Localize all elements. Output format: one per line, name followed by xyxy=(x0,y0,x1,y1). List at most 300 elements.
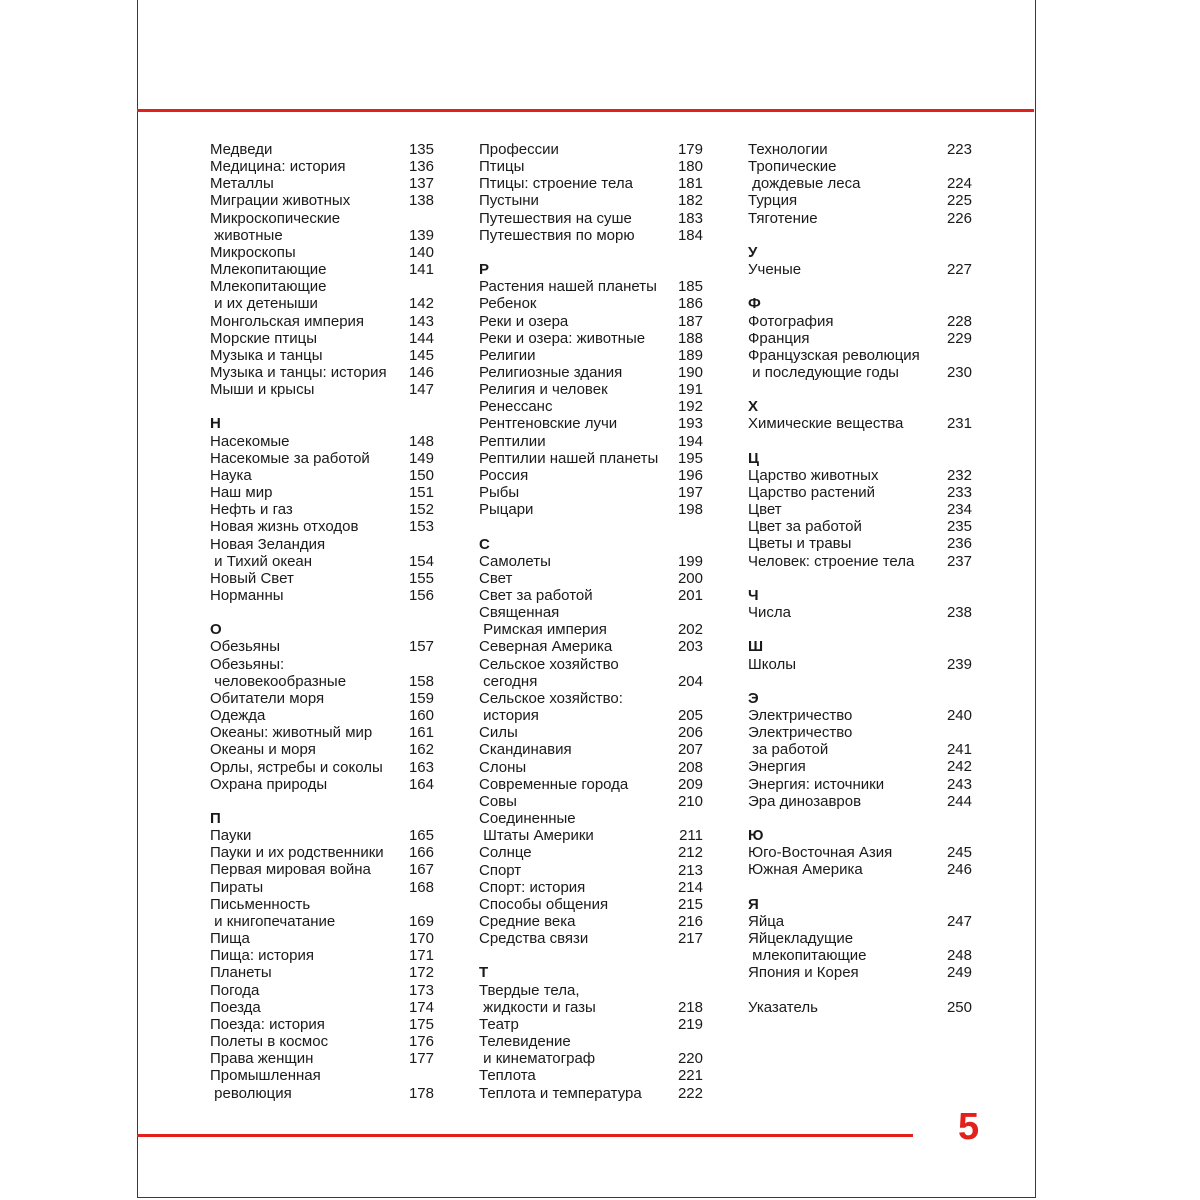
entry-title: Рентгеновские лучи xyxy=(479,415,618,433)
entry-page-number: 183 xyxy=(677,209,703,227)
entry-page-number: 178 xyxy=(408,1084,434,1102)
section-spacer xyxy=(748,433,972,450)
entry-page-number: 243 xyxy=(946,775,972,793)
entry-title: Нефть и газ xyxy=(210,501,293,519)
toc-entry[interactable] xyxy=(748,501,972,518)
entry-title: Медицина: история xyxy=(210,158,346,176)
toc-entry[interactable] xyxy=(479,999,703,1016)
toc-column-3 xyxy=(748,141,972,1016)
toc-entry[interactable] xyxy=(748,947,972,964)
page-number: 5 xyxy=(958,1106,980,1148)
entry-page-number: 140 xyxy=(408,243,434,261)
toc-entry[interactable] xyxy=(479,1016,703,1033)
toc-entry[interactable] xyxy=(479,690,703,707)
toc-entry[interactable] xyxy=(210,1085,434,1102)
toc-entry[interactable] xyxy=(210,947,434,964)
toc-entry[interactable] xyxy=(748,158,972,175)
toc-entry[interactable] xyxy=(210,227,434,244)
entry-page-number: 237 xyxy=(946,552,972,570)
entry-page-number: 226 xyxy=(946,209,972,227)
toc-entry[interactable] xyxy=(479,793,703,810)
section-letter: О xyxy=(210,621,222,639)
entry-title: Самолеты xyxy=(479,552,551,570)
toc-entry[interactable] xyxy=(210,141,434,158)
toc-entry[interactable] xyxy=(479,1067,703,1084)
toc-entry[interactable] xyxy=(748,415,972,432)
entry-title: Северная Америка xyxy=(479,638,613,656)
toc-entry[interactable] xyxy=(210,930,434,947)
toc-entry[interactable] xyxy=(479,278,703,295)
entry-page-number: 242 xyxy=(946,758,972,776)
entry-page-number: 239 xyxy=(946,655,972,673)
entry-page-number: 245 xyxy=(946,844,972,862)
entry-title: Млекопитающие xyxy=(210,261,327,279)
toc-entry[interactable] xyxy=(748,484,972,501)
entry-page-number: 180 xyxy=(677,158,703,176)
toc-entry[interactable] xyxy=(479,724,703,741)
toc-entry[interactable] xyxy=(210,518,434,535)
entry-title: Новая Зеландия xyxy=(210,535,326,553)
entry-page-number: 207 xyxy=(677,741,703,759)
toc-entry[interactable] xyxy=(210,381,434,398)
entry-title: Планеты xyxy=(210,964,272,982)
toc-entry[interactable] xyxy=(210,1067,434,1084)
section-letter: Р xyxy=(479,261,490,279)
toc-entry[interactable] xyxy=(210,175,434,192)
toc-entry[interactable] xyxy=(479,982,703,999)
toc-entry[interactable] xyxy=(479,913,703,930)
toc-entry[interactable] xyxy=(748,793,972,810)
toc-entry[interactable] xyxy=(210,776,434,793)
entry-page-number: 229 xyxy=(946,329,972,347)
section-spacer xyxy=(210,604,434,621)
entry-page-number: 224 xyxy=(946,175,972,193)
toc-entry[interactable] xyxy=(210,1016,434,1033)
entry-page-number: 185 xyxy=(677,278,703,296)
entry-title: и их детеныши xyxy=(210,295,318,313)
entry-title: Рыбы xyxy=(479,484,520,502)
toc-entry[interactable] xyxy=(479,227,703,244)
entry-title: Священная xyxy=(479,604,560,622)
toc-entry[interactable] xyxy=(210,964,434,981)
toc-entry[interactable] xyxy=(748,175,972,192)
toc-entry[interactable] xyxy=(210,347,434,364)
entry-page-number: 203 xyxy=(677,638,703,656)
entry-title: Поезда: история xyxy=(210,1015,325,1033)
entry-page-number: 217 xyxy=(677,930,703,948)
toc-entry[interactable] xyxy=(479,347,703,364)
toc-entry[interactable] xyxy=(479,141,703,158)
entry-page-number: 164 xyxy=(408,775,434,793)
toc-entry[interactable] xyxy=(479,656,703,673)
entry-page-number: 137 xyxy=(408,175,434,193)
entry-title: Обитатели моря xyxy=(210,689,325,707)
toc-entry[interactable] xyxy=(210,536,434,553)
toc-entry[interactable] xyxy=(210,330,434,347)
toc-entry[interactable] xyxy=(210,210,434,227)
section-spacer xyxy=(210,398,434,415)
entry-title: революция xyxy=(210,1084,292,1102)
toc-entry[interactable] xyxy=(748,330,972,347)
toc-entry[interactable] xyxy=(748,518,972,535)
section-spacer xyxy=(748,278,972,295)
entry-title: Тяготение xyxy=(748,209,818,227)
entry-page-number: 220 xyxy=(677,1050,703,1068)
toc-entry[interactable] xyxy=(210,501,434,518)
section-spacer xyxy=(479,518,703,535)
entry-title: Млекопитающие xyxy=(210,278,327,296)
entry-title: Указатель xyxy=(748,998,818,1016)
toc-entry[interactable] xyxy=(210,450,434,467)
toc-entry[interactable] xyxy=(748,467,972,484)
section-letter: Ф xyxy=(748,295,761,313)
toc-entry[interactable] xyxy=(748,604,972,621)
entry-title: Океаны и моря xyxy=(210,741,316,759)
toc-entry[interactable] xyxy=(479,896,703,913)
entry-title: Электричество xyxy=(748,724,853,742)
toc-entry[interactable] xyxy=(748,656,972,673)
entry-title: Наш мир xyxy=(210,484,273,502)
entry-page-number: 197 xyxy=(677,484,703,502)
toc-entry[interactable] xyxy=(748,210,972,227)
section-spacer xyxy=(748,673,972,690)
entry-title: Театр xyxy=(479,1015,519,1033)
section-letter: Ц xyxy=(748,449,759,467)
toc-entry[interactable] xyxy=(210,295,434,312)
toc-entry[interactable] xyxy=(748,313,972,330)
entry-page-number: 215 xyxy=(677,895,703,913)
toc-entry[interactable] xyxy=(479,844,703,861)
entry-page-number: 136 xyxy=(408,158,434,176)
entry-title: Твердые тела, xyxy=(479,981,580,999)
toc-entry[interactable] xyxy=(479,415,703,432)
toc-entry[interactable] xyxy=(210,638,434,655)
toc-entry[interactable] xyxy=(748,347,972,364)
section-spacer xyxy=(748,878,972,895)
entry-page-number: 227 xyxy=(946,261,972,279)
toc-entry[interactable] xyxy=(479,501,703,518)
toc-entry[interactable] xyxy=(210,759,434,776)
toc-entry[interactable] xyxy=(479,158,703,175)
toc-entry[interactable] xyxy=(210,673,434,690)
toc-entry[interactable] xyxy=(210,261,434,278)
entry-title: Пауки и их родственники xyxy=(210,844,384,862)
entry-title: Норманны xyxy=(210,587,284,605)
entry-page-number: 218 xyxy=(677,998,703,1016)
toc-entry[interactable] xyxy=(479,192,703,209)
entry-page-number: 187 xyxy=(677,312,703,330)
toc-entry[interactable] xyxy=(748,964,972,981)
section-letter: С xyxy=(479,535,490,553)
entry-page-number: 160 xyxy=(408,707,434,725)
entry-title: Рыцари xyxy=(479,501,534,519)
toc-entry[interactable] xyxy=(210,913,434,930)
toc-entry[interactable] xyxy=(479,381,703,398)
entry-title: Человек: строение тела xyxy=(748,552,915,570)
toc-entry[interactable] xyxy=(210,844,434,861)
entry-page-number: 234 xyxy=(946,501,972,519)
toc-entry[interactable] xyxy=(748,724,972,741)
toc-entry[interactable] xyxy=(479,741,703,758)
toc-entry[interactable] xyxy=(210,467,434,484)
entry-title: Россия xyxy=(479,466,529,484)
toc-entry[interactable] xyxy=(210,1050,434,1067)
entry-title: Рептилии нашей планеты xyxy=(479,449,659,467)
toc-entry[interactable] xyxy=(748,707,972,724)
toc-entry[interactable] xyxy=(748,913,972,930)
entry-title: Французская революция xyxy=(748,346,920,364)
toc-entry[interactable] xyxy=(479,364,703,381)
toc-entry[interactable] xyxy=(479,604,703,621)
toc-entry[interactable] xyxy=(210,313,434,330)
toc-entry[interactable] xyxy=(210,244,434,261)
toc-entry[interactable] xyxy=(210,724,434,741)
entry-title: Пауки xyxy=(210,827,252,845)
toc-entry[interactable] xyxy=(479,1050,703,1067)
entry-page-number: 167 xyxy=(408,861,434,879)
entry-page-number: 149 xyxy=(408,449,434,467)
toc-entry[interactable] xyxy=(210,999,434,1016)
entry-page-number: 169 xyxy=(408,912,434,930)
toc-entry[interactable] xyxy=(479,295,703,312)
toc-entry[interactable] xyxy=(210,587,434,604)
toc-entry[interactable] xyxy=(748,758,972,775)
toc-entry[interactable] xyxy=(479,313,703,330)
entry-title: Спорт: история xyxy=(479,878,586,896)
entry-title: Цветы и травы xyxy=(748,535,852,553)
toc-entry[interactable] xyxy=(210,158,434,175)
entry-page-number: 181 xyxy=(677,175,703,193)
section-letter: Э xyxy=(748,689,759,707)
entry-title: Энергия xyxy=(748,758,806,776)
entry-title: Океаны: животный мир xyxy=(210,724,373,742)
toc-entry[interactable] xyxy=(479,175,703,192)
entry-title: Энергия: источники xyxy=(748,775,885,793)
toc-column-2 xyxy=(479,141,703,1102)
toc-entry[interactable] xyxy=(479,638,703,655)
toc-entry[interactable] xyxy=(210,484,434,501)
entry-title: Скандинавия xyxy=(479,741,572,759)
toc-entry[interactable] xyxy=(748,141,972,158)
toc-entry[interactable] xyxy=(479,450,703,467)
entry-title: и кинематограф xyxy=(479,1050,596,1068)
entry-title: Ученые xyxy=(748,261,802,279)
toc-entry[interactable] xyxy=(479,759,703,776)
entry-title: Цвет за работой xyxy=(748,518,862,536)
toc-entry[interactable] xyxy=(210,278,434,295)
entry-page-number: 186 xyxy=(677,295,703,313)
toc-entry[interactable] xyxy=(210,741,434,758)
entry-page-number: 240 xyxy=(946,706,972,724)
entry-title: Поезда xyxy=(210,998,261,1016)
entry-title: Первая мировая война xyxy=(210,861,371,879)
toc-entry[interactable] xyxy=(479,1085,703,1102)
entry-title: Спорт xyxy=(479,861,522,879)
toc-entry[interactable] xyxy=(210,433,434,450)
section-letter: Н xyxy=(210,415,221,433)
entry-title: Совы xyxy=(479,792,517,810)
toc-entry[interactable] xyxy=(748,999,972,1016)
entry-page-number: 173 xyxy=(408,981,434,999)
toc-entry[interactable] xyxy=(479,467,703,484)
entry-page-number: 170 xyxy=(408,930,434,948)
entry-page-number: 191 xyxy=(677,381,703,399)
toc-entry[interactable] xyxy=(748,861,972,878)
toc-entry[interactable] xyxy=(479,930,703,947)
section-spacer xyxy=(748,981,972,998)
toc-entry[interactable] xyxy=(479,210,703,227)
toc-entry[interactable] xyxy=(748,192,972,209)
toc-entry[interactable] xyxy=(748,930,972,947)
entry-page-number: 168 xyxy=(408,878,434,896)
entry-page-number: 219 xyxy=(677,1015,703,1033)
toc-entry[interactable] xyxy=(210,690,434,707)
entry-title: Цвет xyxy=(748,501,782,519)
entry-title: Штаты Америки xyxy=(479,827,594,845)
entry-title: Япония и Корея xyxy=(748,964,859,982)
entry-title: Тропические xyxy=(748,158,837,176)
entry-title: Реки и озера xyxy=(479,312,569,330)
toc-entry[interactable] xyxy=(479,673,703,690)
entry-title: Пираты xyxy=(210,878,264,896)
toc-entry[interactable] xyxy=(479,433,703,450)
toc-entry[interactable] xyxy=(479,484,703,501)
entry-title: Промышленная xyxy=(210,1067,321,1085)
entry-title: Технологии xyxy=(748,141,828,158)
entry-page-number: 204 xyxy=(677,672,703,690)
entry-page-number: 172 xyxy=(408,964,434,982)
toc-entry[interactable] xyxy=(210,364,434,381)
toc-entry[interactable] xyxy=(479,553,703,570)
entry-page-number: 190 xyxy=(677,364,703,381)
entry-page-number: 171 xyxy=(408,947,434,965)
toc-entry[interactable] xyxy=(479,810,703,827)
entry-page-number: 159 xyxy=(408,689,434,707)
entry-page-number: 145 xyxy=(408,346,434,364)
section-letter: Ю xyxy=(748,827,764,845)
toc-entry[interactable] xyxy=(748,776,972,793)
toc-entry[interactable] xyxy=(210,827,434,844)
entry-title: Охрана природы xyxy=(210,775,328,793)
section-letter: Т xyxy=(479,964,489,982)
entry-title: жидкости и газы xyxy=(479,998,596,1016)
toc-entry[interactable] xyxy=(479,587,703,604)
section-spacer xyxy=(748,381,972,398)
entry-title: Ренессанс xyxy=(479,398,553,416)
entry-title: Письменность xyxy=(210,895,311,913)
entry-title: Царство растений xyxy=(748,484,876,501)
section-letter: Ч xyxy=(748,586,759,604)
entry-title: Фотография xyxy=(748,312,834,330)
entry-title: Погода xyxy=(210,981,260,999)
toc-entry[interactable] xyxy=(210,570,434,587)
toc-entry[interactable] xyxy=(748,741,972,758)
toc-entry[interactable] xyxy=(748,535,972,552)
entry-title: Насекомые xyxy=(210,432,290,450)
entry-page-number: 142 xyxy=(408,295,434,313)
entry-page-number: 177 xyxy=(408,1050,434,1068)
entry-title: и Тихий океан xyxy=(210,552,313,570)
entry-title: Орлы, ястребы и соколы xyxy=(210,758,383,776)
entry-page-number: 248 xyxy=(946,947,972,965)
section-letter: Х xyxy=(748,398,759,416)
toc-entry[interactable] xyxy=(479,621,703,638)
entry-title: Южная Америка xyxy=(748,861,863,879)
entry-page-number: 182 xyxy=(677,192,703,210)
entry-title: Птицы: строение тела xyxy=(479,175,633,193)
toc-entry[interactable] xyxy=(479,879,703,896)
entry-title: Полеты в космос xyxy=(210,1033,329,1051)
entry-page-number: 214 xyxy=(677,878,703,896)
toc-entry[interactable] xyxy=(210,192,434,209)
entry-page-number: 141 xyxy=(408,261,434,279)
toc-entry[interactable] xyxy=(479,330,703,347)
toc-entry[interactable] xyxy=(210,553,434,570)
entry-title: Религиозные здания xyxy=(479,364,623,381)
toc-entry[interactable] xyxy=(479,827,703,844)
entry-page-number: 147 xyxy=(408,381,434,399)
toc-entry[interactable] xyxy=(479,862,703,879)
entry-page-number: 150 xyxy=(408,466,434,484)
entry-title: Сельское хозяйство xyxy=(479,655,619,673)
toc-entry[interactable] xyxy=(210,896,434,913)
toc-entry[interactable] xyxy=(210,879,434,896)
toc-entry[interactable] xyxy=(210,1033,434,1050)
entry-title: Телевидение xyxy=(479,1033,571,1051)
entry-title: Религия и человек xyxy=(479,381,608,399)
entry-title: Эра динозавров xyxy=(748,792,862,810)
entry-page-number: 163 xyxy=(408,758,434,776)
section-spacer xyxy=(748,570,972,587)
entry-page-number: 250 xyxy=(946,998,972,1016)
toc-entry[interactable] xyxy=(748,261,972,278)
toc-entry[interactable] xyxy=(748,553,972,570)
toc-entry[interactable] xyxy=(210,707,434,724)
entry-page-number: 210 xyxy=(677,792,703,810)
section-letter: П xyxy=(210,810,221,828)
entry-title: Юго-Восточная Азия xyxy=(748,844,893,862)
section-spacer xyxy=(748,227,972,244)
toc-entry[interactable] xyxy=(748,844,972,861)
toc-entry[interactable] xyxy=(210,656,434,673)
entry-title: и последующие годы xyxy=(748,363,899,381)
toc-entry[interactable] xyxy=(479,570,703,587)
entry-title: Металлы xyxy=(210,175,274,193)
entry-title: Обезьяны xyxy=(210,638,280,656)
toc-entry[interactable] xyxy=(479,776,703,793)
entry-page-number: 139 xyxy=(408,226,434,244)
entry-title: Музыка и танцы: история xyxy=(210,364,387,382)
toc-entry[interactable] xyxy=(748,364,972,381)
entry-page-number: 202 xyxy=(677,621,703,639)
entry-title: млекопитающие xyxy=(748,947,867,965)
section-spacer xyxy=(210,793,434,810)
entry-page-number: 233 xyxy=(946,484,972,501)
entry-page-number: 232 xyxy=(946,466,972,484)
entry-title: дождевые леса xyxy=(748,175,861,193)
entry-page-number: 238 xyxy=(946,604,972,622)
entry-page-number: 161 xyxy=(408,724,434,742)
entry-title: Путешествия на суше xyxy=(479,209,632,227)
entry-title: история xyxy=(479,707,539,725)
toc-entry[interactable] xyxy=(210,982,434,999)
toc-entry[interactable] xyxy=(479,1033,703,1050)
entry-title: Музыка и танцы xyxy=(210,346,323,364)
toc-entry[interactable] xyxy=(479,398,703,415)
entry-page-number: 211 xyxy=(679,827,703,845)
toc-entry[interactable] xyxy=(210,861,434,878)
toc-entry[interactable] xyxy=(479,707,703,724)
